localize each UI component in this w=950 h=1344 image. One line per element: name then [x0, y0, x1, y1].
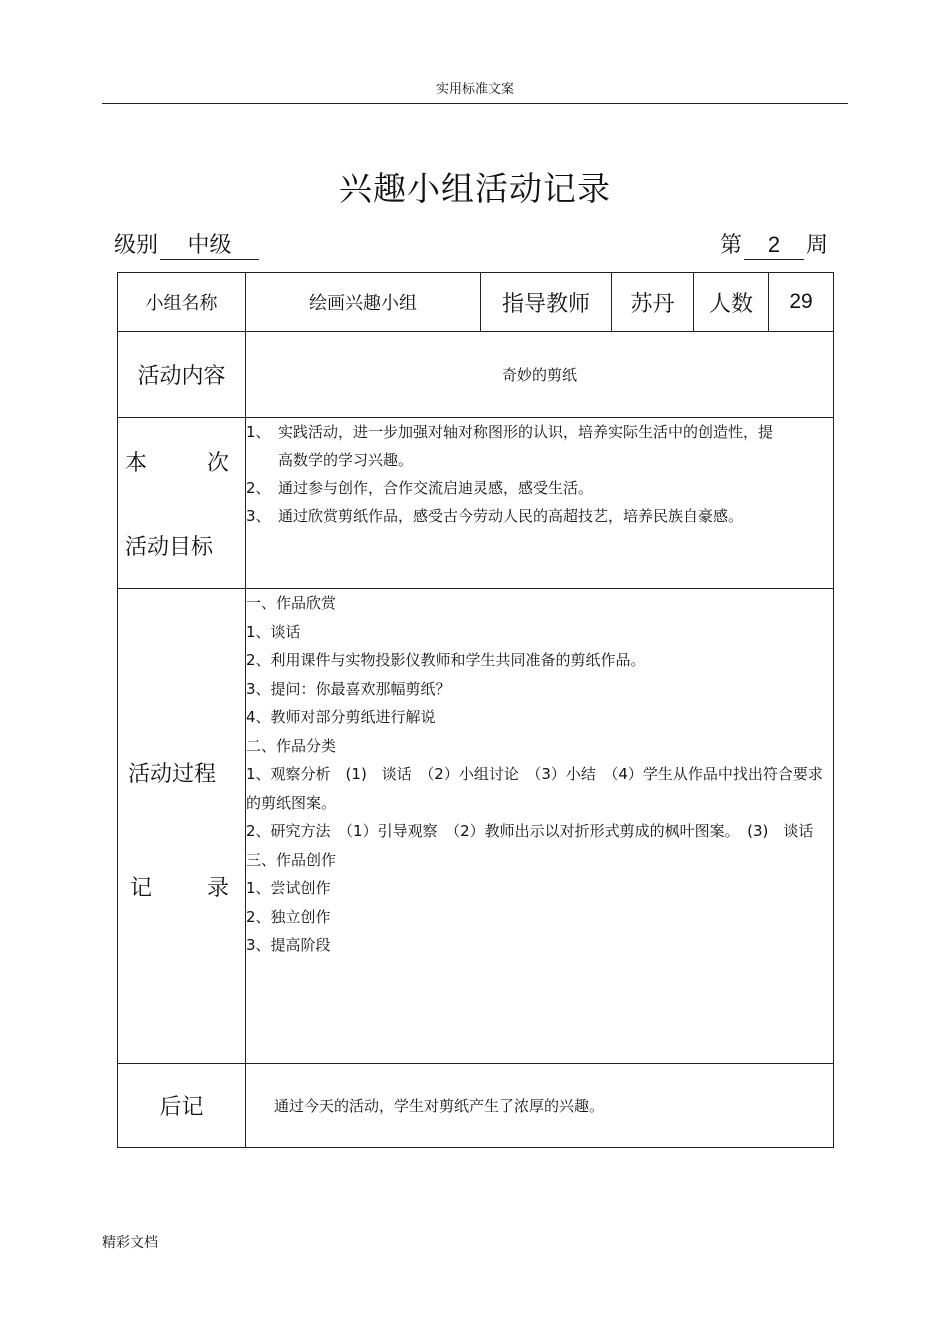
week-value: 2	[767, 232, 781, 257]
activity-record-table	[117, 272, 834, 1148]
process-line: 二、作品分类	[246, 736, 337, 755]
process-line: 2、研究方法 （1）引导观察 （2）教师出示以对折形式剪成的枫叶图案。 (3) 谈话	[246, 822, 814, 840]
week-suffix: 周	[805, 233, 828, 258]
week-field	[720, 228, 828, 260]
list-item: 1、 实践活动，进一步加强对轴对称图形的认识，培养实际生活中的创造性，提高数学的学习兴趣。	[246, 423, 774, 469]
afterword-value: 通过今天的活动，学生对剪纸产生了浓厚的兴趣。	[246, 1064, 834, 1148]
process-line: 1、尝试创作	[246, 879, 331, 897]
process-label-char-1: 记	[130, 876, 153, 901]
process-line: 1、观察分析 (1) 谈话 （2）小组讨论 （3）小结 （4）学生从作品中找出符合要求的剪纸图案。	[246, 765, 823, 812]
process-line: 4、教师对部分剪纸进行解说	[246, 708, 436, 726]
content-label: 活动内容	[118, 332, 246, 418]
process-cell	[246, 589, 834, 1064]
level-field	[114, 228, 259, 260]
level-value: 中级	[160, 233, 259, 260]
table-row	[118, 1064, 834, 1148]
process-line: 三、作品创作	[246, 850, 337, 869]
count-label: 人数	[694, 273, 769, 332]
table-row	[118, 273, 834, 332]
group-name-label: 小组名称	[118, 273, 246, 332]
table-row	[118, 418, 834, 589]
level-label: 级别	[114, 233, 159, 258]
table-row	[118, 332, 834, 418]
teacher-value: 苏丹	[612, 273, 694, 332]
table-row	[118, 589, 834, 1064]
week-prefix: 第	[719, 233, 742, 258]
list-item: 2、 通过参与创作，合作交流启迪灵感，感受生活。	[246, 479, 594, 497]
list-item: 3、 通过欣赏剪纸作品，感受古今劳动人民的高超技艺，培养民族自豪感。	[246, 507, 744, 525]
goals-cell	[246, 418, 834, 589]
content-value: 奇妙的剪纸	[246, 332, 834, 418]
process-label-cell	[118, 589, 246, 1064]
page-footer: 精彩文档	[102, 1235, 158, 1251]
process-line: 3、提高阶段	[246, 936, 331, 954]
header-rule	[102, 103, 848, 104]
process-label-text: 活动过程	[128, 762, 217, 787]
teacher-label: 指导教师	[481, 273, 612, 332]
process-line: 2、利用课件与实物投影仪教师和学生共同准备的剪纸作品。	[246, 651, 646, 669]
goal-label-char-1: 本	[125, 451, 148, 476]
process-line: 3、提问：你最喜欢那幅剪纸？	[246, 679, 451, 698]
week-value-box	[744, 232, 804, 260]
process-line: 2、独立创作	[246, 907, 331, 926]
process-label-char-2: 录	[206, 876, 229, 901]
process-line: 1、谈话	[246, 622, 301, 641]
count-value: 29	[769, 273, 834, 332]
document-title: 兴趣小组活动记录	[339, 169, 611, 208]
process-line: 一、作品欣赏	[246, 594, 337, 612]
goal-label-text: 活动目标	[125, 535, 214, 560]
group-name-value: 绘画兴趣小组	[246, 273, 481, 332]
afterword-label: 后记	[118, 1064, 246, 1148]
goal-label-char-2: 次	[206, 451, 229, 476]
page-header: 实用标准文案	[435, 82, 514, 97]
goal-label-cell	[118, 418, 246, 589]
